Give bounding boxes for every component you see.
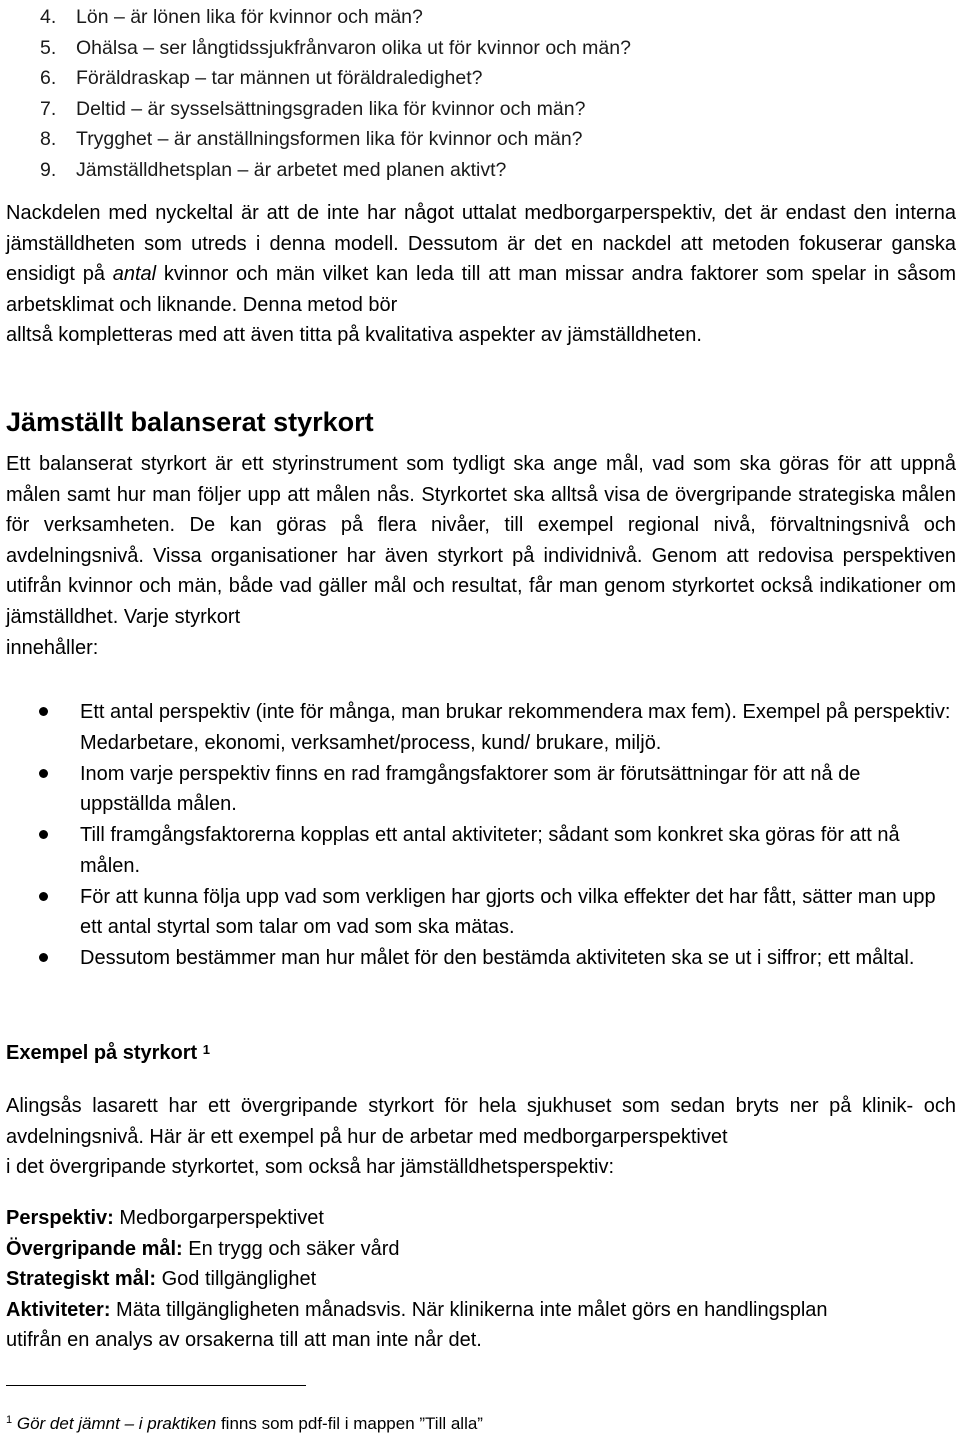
list-item: 5. Ohälsa – ser långtidssjukfrånvaron olika ut för kvinnor och män?: [40, 36, 631, 59]
paragraph-alingsas: Alingsås lasarett har ett övergripande styrkort för hela sjukhuset som sedan bryts ner på klinik- och avdelningsnivå. Här är ett exempel på hur de arbetar med medborgarperspektivet i det övergripande styrkortet, som också har jämställdhetsperspektiv:: [6, 1095, 956, 1179]
definition-row: Strategiskt mål: God tillgänglighet: [6, 1268, 317, 1291]
definition-row: Övergripande mål: En trygg och säker vård: [6, 1237, 400, 1260]
footnote: $^1$ Gör det jämnt – i praktiken finns som pdf-fil i mappen ”Till alla”: [6, 1414, 483, 1433]
bullet-icon: [39, 769, 48, 778]
list-item: 4. Lön – är lönen lika för kvinnor och män?: [40, 6, 423, 28]
bullet-icon: [39, 892, 48, 901]
section-heading: Jämställt balanserat styrkort: [6, 407, 374, 437]
bullet-list: [6, 697, 956, 974]
scorecard-example: [6, 1203, 956, 1356]
list-item: För att kunna följa upp vad som verkligen har gjorts och vilka effekter det har fått, sätter man upp ett antal styrtal som talar om vad som ska mätas.: [6, 882, 956, 943]
emphasis-antal: antal: [112, 263, 157, 286]
list-item: Till framgångsfaktorerna kopplas ett antal aktiviteter; sådant som konkret ska göras för att nå målen.: [6, 820, 956, 881]
list-item: Ett antal perspektiv (inte för många, man brukar rekommendera max fem). Exempel på perspektiv: Medarbetare, ekonomi, verksamhet/process, kund/ brukare, miljö.: [6, 697, 956, 758]
list-item: 9. Jämställdhetsplan – är arbetet med planen aktivt?: [40, 158, 507, 181]
list-item: 8. Trygghet – är anställningsformen lika för kvinnor och män?: [40, 128, 583, 151]
question-list: [40, 2, 631, 186]
bullet-icon: [39, 953, 48, 962]
list-item: 6. Föräldraskap – tar männen ut föräldraledighet?: [40, 67, 483, 90]
paragraph-styrkort: Ett balanserat styrkort är ett styrinstrument som tydligt ska ange mål, vad som ska göras för att uppnå målen samt hur man följer upp att målen nås. Styrkortet ska alltså visa de övergripande strategiska målen för verksamheten. De kan göras på flera nivåer, till exempel regional nivå, förvaltningsnivå och avdelningsnivå. Vissa organisationer har även styrkort på individnivå. Genom att redovisa perspektiven utifrån kvinnor och män, både vad gäller mål och resultat, får man genom styrkortet också indikationer om jämställdhet. Varje styrkort innehåller:: [6, 453, 956, 659]
definition-row: Perspektiv: Medborgarperspektivet: [6, 1207, 324, 1229]
definition-row: Aktiviteter: Mäta tillgängligheten månadsvis. När klinikerna inte målet görs en handlingsplan: [6, 1298, 828, 1321]
footnote-separator: [6, 1385, 306, 1386]
footnote-title: Gör det jämnt – i praktiken: [16, 1414, 217, 1433]
bullet-icon: [39, 707, 48, 716]
subsection-heading: Exempel på styrkort $^1$: [6, 1042, 210, 1064]
definition-continuation: utifrån en analys av orsakerna till att man inte når det.: [6, 1329, 482, 1352]
list-item: Dessutom bestämmer man hur målet för den bestämda aktiviteten ska se ut i siffror; ett måltal.: [6, 943, 956, 974]
paragraph-nackdelen: Nackdelen med nyckeltal är att de inte har något uttalat medborgarperspektiv, det är endast den interna jämställdheten som utreds i denna modell. Dessutom är det en nackdel att metoden fokuserar ganska ensidigt på antal kvinnor och män vilket kan leda till att man missar andra faktorer som spelar in såsom arbetsklimat och liknande. Denna metod bör alltså kompletteras med att även titta på kvalitativa aspekter av jämställdheten.: [6, 202, 957, 347]
list-item: 7. Deltid – är sysselsättningsgraden lika för kvinnor och män?: [40, 97, 586, 120]
list-item: Inom varje perspektiv finns en rad framgångsfaktorer som är förutsättningar för att nå de uppställda målen.: [6, 759, 956, 820]
bullet-icon: [39, 830, 48, 839]
footnote-reference: 1: [202, 1042, 210, 1057]
